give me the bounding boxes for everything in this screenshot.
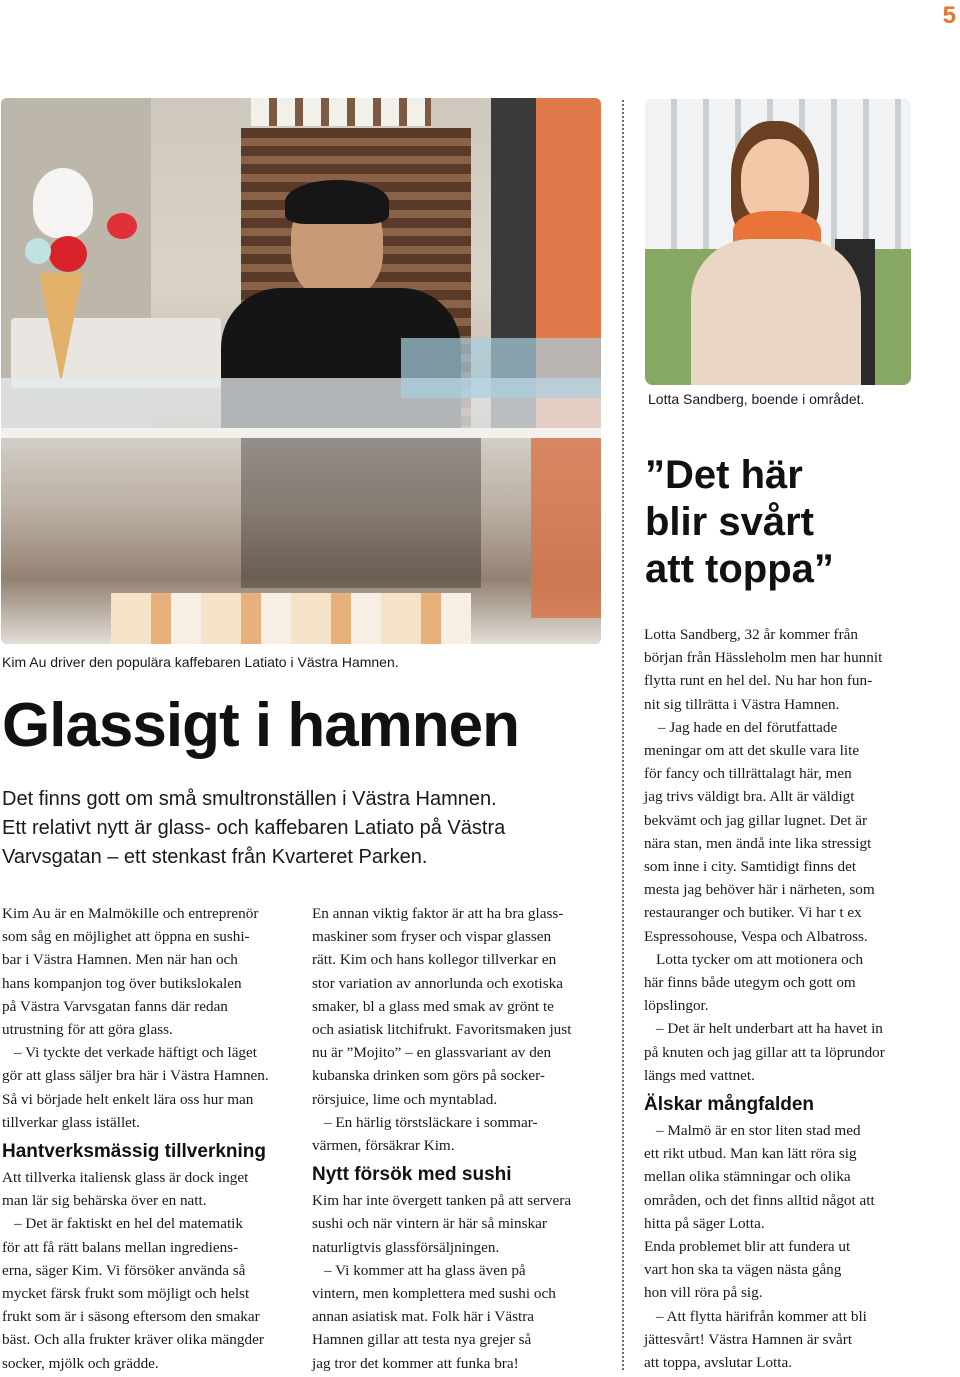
body-line: – Det är helt underbart att ha havet in <box>656 1020 883 1038</box>
body-line: man lär sig behärska över en natt. <box>2 1192 207 1210</box>
body-line: värmen, försäkrar Kim. <box>312 1137 455 1155</box>
body-line: på Västra Varvsgatan fanns där redan <box>2 997 228 1015</box>
body-line: – Malmö är en stor liten stad med <box>656 1122 861 1140</box>
body-line: nära stan, men ändå inte lika stressigt <box>644 834 872 852</box>
body-line: Lotta Sandberg, 32 år kommer från <box>644 626 858 643</box>
body-line: stor variation av annorlunda och exotiska <box>312 974 563 992</box>
body-line: socker, mjölk och grädde. <box>2 1354 159 1372</box>
body-line: vart hon ska ta vägen nästa gång <box>644 1261 842 1279</box>
quote-line: ”Det här <box>645 453 803 497</box>
body-line: meningar om att det skulle vara lite <box>644 742 860 760</box>
body-line: – Jag hade en del förutfattade <box>658 718 838 736</box>
subheading-sushi: Nytt försök med sushi <box>312 1164 512 1186</box>
body-line: utrustning för att göra glass. <box>2 1021 173 1039</box>
body-line: ett rikt utbud. Man kan lätt röra sig <box>644 1145 857 1163</box>
body-line: annan asiatisk mat. Folk här i Västra <box>312 1308 534 1326</box>
body-line: En annan viktig faktor är att ha bra glass- <box>312 905 564 922</box>
body-line: maskiner som fryser och vispar glassen <box>312 928 552 946</box>
body-line: Hamnen gillar att testa nya grejer så <box>312 1331 532 1349</box>
body-line: att toppa, avslutar Lotta. <box>644 1354 793 1372</box>
pull-quote <box>645 452 834 593</box>
photo-kim-au <box>1 98 601 644</box>
body-line: bäst. Och alla frukter kräver olika mängder <box>2 1331 264 1349</box>
body-line: jag trivs väldigt bra. Allt är väldigt <box>644 788 855 806</box>
body-line: rätt. Kim och hans kollegor tillverkar en <box>312 951 557 969</box>
body-line: hitta på säger Lotta. <box>644 1214 765 1232</box>
column-divider <box>622 100 624 1370</box>
subheading-hantverk: Hantverksmässig tillverkning <box>2 1141 266 1163</box>
lead-line: Det finns gott om små smultronställen i Västra Hamnen. <box>2 788 497 810</box>
body-line: smaker, bl a glass med smak av grönt te <box>312 997 554 1015</box>
body-line: Att tillverka italiensk glass är dock inget <box>2 1169 249 1187</box>
body-line: nit sig tillrätta i Västra Hamnen. <box>644 695 840 713</box>
article-column-1 <box>2 902 302 1375</box>
body-line: Lotta tycker om att motionera och <box>656 950 864 968</box>
body-line: Kim Au är en Malmökille och entreprenör <box>2 905 259 922</box>
body-line: längs med vattnet. <box>644 1066 755 1084</box>
body-line: kubanska drinken som görs på socker- <box>312 1067 545 1085</box>
article-column-3 <box>644 623 956 1374</box>
body-line: – Vi kommer att ha glass även på <box>324 1261 526 1279</box>
photo-lotta-sandberg <box>645 99 911 385</box>
body-line: mellan olika stämningar och olika <box>644 1168 851 1186</box>
body-line: sushi och när vintern är här så minskar <box>312 1215 547 1233</box>
lead-paragraph <box>2 785 602 872</box>
lead-line: Varvsgatan – ett stenkast från Kvarteret Parken. <box>2 846 428 868</box>
body-line: erna, säger Kim. Vi försöker använda så <box>2 1261 246 1279</box>
body-line: naturligtvis glassförsäljningen. <box>312 1238 500 1256</box>
body-line: hon vill röra på sig. <box>644 1284 763 1302</box>
body-line: vintern, men komplettera med sushi och <box>312 1285 556 1303</box>
lead-line: Ett relativt nytt är glass- och kaffebaren Latiato på Västra <box>2 817 506 839</box>
body-line: Espressohouse, Vespa och Albatross. <box>644 927 868 945</box>
body-line: på knuten och jag gillar att ta löprundor <box>644 1043 885 1061</box>
headline: Glassigt i hamnen <box>2 691 520 760</box>
body-line: och asiatisk litchifrukt. Favoritsmaken just <box>312 1021 572 1039</box>
body-line: bar i Västra Hamnen. Men när han och <box>2 951 238 969</box>
body-line: frukt som är i säsong eftersom den smakar <box>2 1308 260 1326</box>
body-line: löpslingor. <box>644 997 709 1015</box>
subheading-mangfalden: Älskar mångfalden <box>644 1094 814 1116</box>
page-number: 5 <box>942 2 956 29</box>
body-line: flytta runt en hel del. Nu har hon fun- <box>644 672 873 690</box>
body-line: gör att glass säljer bra här i Västra Hamnen. <box>2 1067 269 1085</box>
body-line: rörsjuice, lime och myntablad. <box>312 1090 498 1108</box>
photo-right-caption: Lotta Sandberg, boende i området. <box>648 391 865 407</box>
article-column-2 <box>312 902 612 1375</box>
body-line: Så vi började helt enkelt lära oss hur man <box>2 1090 254 1108</box>
body-line: som inne i city. Samtidigt finns det <box>644 858 857 876</box>
body-line: mycket färsk frukt som möjligt och helst <box>2 1285 250 1303</box>
body-line: för att få rätt balans mellan ingrediens- <box>2 1238 239 1256</box>
body-line: början från Hässleholm men har hunnit <box>644 649 883 667</box>
body-line: restauranger och butiker. Vi har t ex <box>644 904 862 922</box>
body-line: här finns både utegym och gott om <box>644 974 856 992</box>
photo-left-caption: Kim Au driver den populära kaffebaren Latiato i Västra Hamnen. <box>2 654 399 670</box>
body-line: för fancy och tillrättalagt här, men <box>644 765 852 783</box>
body-line: som såg en möjlighet att öppna en sushi- <box>2 928 250 946</box>
body-line: Enda problemet blir att fundera ut <box>644 1238 851 1256</box>
body-line: hans kompanjon tog över butikslokalen <box>2 974 242 992</box>
body-line: jag tror det kommer att funka bra! <box>312 1354 519 1372</box>
body-line: – Det är faktiskt en hel del matematik <box>14 1215 243 1233</box>
body-line: – En härlig törstsläckare i sommar- <box>324 1113 538 1131</box>
body-line: Kim har inte övergett tanken på att servera <box>312 1192 572 1210</box>
body-line: mesta jag behöver här i närheten, som <box>644 881 875 899</box>
body-line: tillverkar glass istället. <box>2 1113 140 1131</box>
body-line: bekvämt och jag gillar lugnet. Det är <box>644 811 868 829</box>
body-line: områden, och det finns alltid något att <box>644 1191 875 1209</box>
quote-line: blir svårt <box>645 500 814 544</box>
quote-line: att toppa” <box>645 547 834 591</box>
body-line: jättesvårt! Västra Hamnen är svårt <box>644 1330 853 1348</box>
body-line: – Att flytta härifrån kommer att bli <box>656 1307 867 1325</box>
body-line: nu är ”Mojito” – en glassvariant av den <box>312 1044 552 1062</box>
body-line: – Vi tyckte det verkade häftigt och läget <box>14 1044 257 1062</box>
